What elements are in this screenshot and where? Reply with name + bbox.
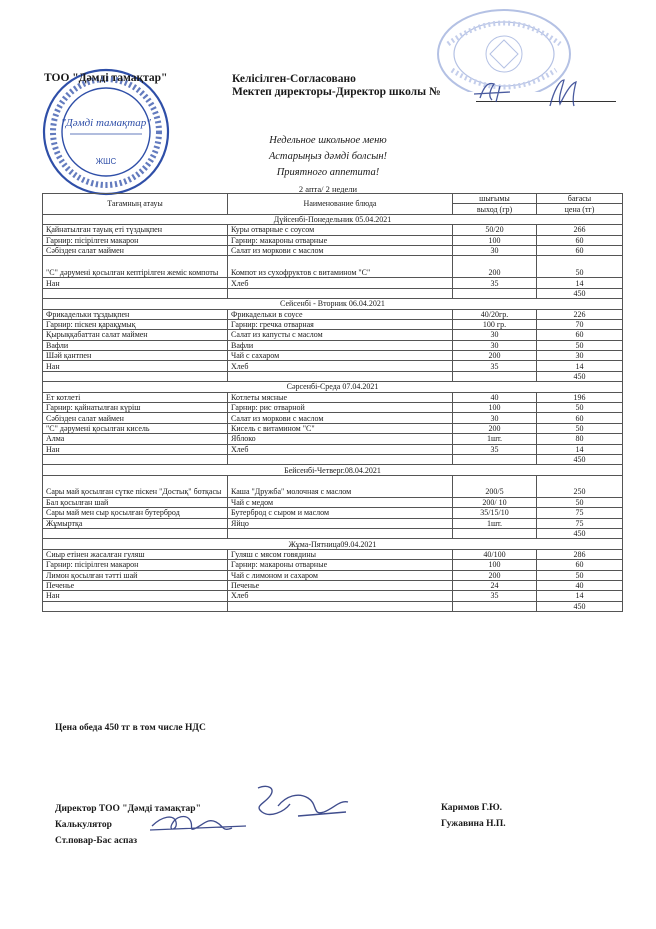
day-total: 450	[537, 288, 623, 298]
approval-line-2: Мектеп директоры-Директор школы №	[232, 86, 441, 98]
organization-name: ТОО "Дәмді тамақтар"	[44, 72, 168, 84]
total-empty-kz	[43, 454, 228, 464]
dish-price: 14	[537, 278, 623, 288]
day-header-row	[43, 465, 623, 475]
dish-yield: 200	[453, 423, 537, 433]
dish-name-kz: Сиыр етінен жасалған гуляш	[43, 549, 228, 559]
dish-yield: 30	[453, 340, 537, 350]
dish-price: 50	[537, 340, 623, 350]
dish-yield: 1шт.	[453, 518, 537, 528]
total-empty-kz	[43, 288, 228, 298]
dish-price: 40	[537, 580, 623, 590]
menu-row	[43, 340, 623, 350]
day-total-row	[43, 371, 623, 381]
total-empty-ru	[228, 454, 453, 464]
dish-yield: 35	[453, 444, 537, 454]
dish-yield: 35	[453, 591, 537, 601]
intro-title: Недельное школьное меню	[269, 135, 387, 146]
menu-row	[43, 330, 623, 340]
dish-name-ru: Салат из капусты с маслом	[228, 330, 453, 340]
total-empty-kz	[43, 528, 228, 538]
day-total: 450	[537, 528, 623, 538]
calculator-name: Гужавина Н.П.	[441, 819, 506, 829]
dish-name-ru: Салат из моркови с маслом	[228, 413, 453, 423]
calculator-signature	[146, 808, 256, 836]
menu-row	[43, 560, 623, 570]
dish-yield: 30	[453, 245, 537, 255]
column-name-kz: Тағамның атауы	[43, 194, 228, 215]
dish-yield: 35/15/10	[453, 508, 537, 518]
column-price-kz: бағасы	[537, 194, 623, 204]
dish-yield: 40/20гр.	[453, 309, 537, 319]
dish-price: 60	[537, 245, 623, 255]
day-title: Сәрсенбі-Среда 07.04.2021	[43, 382, 623, 392]
menu-row	[43, 475, 623, 497]
dish-price: 60	[537, 235, 623, 245]
dish-price: 250	[537, 475, 623, 497]
menu-row	[43, 235, 623, 245]
dish-name-ru: Хлеб	[228, 591, 453, 601]
dish-name-kz: Қайнатылған тауық еті түздықпен	[43, 225, 228, 235]
dish-name-kz: Гарнир: қайнатылған күріш	[43, 403, 228, 413]
dish-name-kz: Нан	[43, 278, 228, 288]
dish-price: 75	[537, 518, 623, 528]
dish-yield: 35	[453, 278, 537, 288]
dish-name-kz: Алма	[43, 434, 228, 444]
stamp-suffix: ЖШС	[95, 157, 117, 166]
dish-price: 50	[537, 403, 623, 413]
dish-yield: 100	[453, 403, 537, 413]
dish-name-ru: Бутерброд с сыром и маслом	[228, 508, 453, 518]
dish-yield: 30	[453, 413, 537, 423]
total-empty-yield	[453, 288, 537, 298]
dish-price: 286	[537, 549, 623, 559]
dish-name-ru: Котлеты мясные	[228, 392, 453, 402]
price-note: Цена обеда 450 тг в том числе НДС	[55, 723, 206, 733]
dish-price: 50	[537, 570, 623, 580]
dish-name-ru: Кисель с витамином "С"	[228, 423, 453, 433]
menu-row	[43, 392, 623, 402]
dish-yield: 100	[453, 560, 537, 570]
dish-price: 50	[537, 423, 623, 433]
dish-price: 14	[537, 361, 623, 371]
menu-row	[43, 361, 623, 371]
day-total: 450	[537, 601, 623, 611]
dish-price: 60	[537, 560, 623, 570]
dish-price: 50	[537, 497, 623, 507]
dish-yield: 200	[453, 570, 537, 580]
dish-name-kz: Печенье	[43, 580, 228, 590]
day-title: Бейсенбі-Четверг.08.04.2021	[43, 465, 623, 475]
dish-yield: 100	[453, 235, 537, 245]
menu-row	[43, 245, 623, 255]
intro-wish-ru: Приятного аппетита!	[276, 167, 380, 178]
menu-row	[43, 444, 623, 454]
menu-row	[43, 518, 623, 528]
total-empty-yield	[453, 454, 537, 464]
total-empty-yield	[453, 528, 537, 538]
dish-name-ru: Чай с сахаром	[228, 351, 453, 361]
menu-row	[43, 434, 623, 444]
menu-row	[43, 403, 623, 413]
dish-yield: 30	[453, 330, 537, 340]
day-total-row	[43, 601, 623, 611]
day-total-row	[43, 454, 623, 464]
dish-yield: 1шт.	[453, 434, 537, 444]
dish-price: 50	[537, 256, 623, 278]
dish-name-kz: "С" дәруменi қосылған кисель	[43, 423, 228, 433]
dish-name-kz: Бал қосылған шай	[43, 497, 228, 507]
menu-row	[43, 591, 623, 601]
dish-name-ru: Хлеб	[228, 444, 453, 454]
dish-name-ru: Гарнир: гречка отварная	[228, 319, 453, 329]
total-empty-ru	[228, 528, 453, 538]
dish-yield: 200	[453, 256, 537, 278]
total-empty-kz	[43, 371, 228, 381]
day-total: 450	[537, 371, 623, 381]
dish-name-ru: Гуляш с мясом говядины	[228, 549, 453, 559]
menu-row	[43, 256, 623, 278]
dish-name-kz: Нан	[43, 361, 228, 371]
dish-yield: 200/5	[453, 475, 537, 497]
dish-name-ru: Печенье	[228, 580, 453, 590]
dish-price: 226	[537, 309, 623, 319]
dish-name-ru: Гарнир: рис отварной	[228, 403, 453, 413]
menu-row	[43, 497, 623, 507]
menu-row	[43, 508, 623, 518]
dish-name-kz: Жұмыртқа	[43, 518, 228, 528]
day-title: Жұма-Пятница09.04.2021	[43, 539, 623, 549]
dish-name-ru: Фрикадельки в соусе	[228, 309, 453, 319]
menu-row	[43, 549, 623, 559]
dish-name-ru: Каша "Дружба" молочная с маслом	[228, 475, 453, 497]
menu-row	[43, 413, 623, 423]
company-round-stamp	[40, 66, 172, 198]
cook-label: Ст.повар-Бас аспаз	[55, 836, 138, 846]
dish-name-ru: Гарнир: макароны отварные	[228, 560, 453, 570]
dish-name-ru: Хлеб	[228, 278, 453, 288]
dish-yield: 100 гр.	[453, 319, 537, 329]
dish-yield: 200	[453, 351, 537, 361]
dish-name-ru: Яйцо	[228, 518, 453, 528]
dish-price: 14	[537, 591, 623, 601]
dish-name-ru: Хлеб	[228, 361, 453, 371]
calculator-label: Калькулятор	[55, 820, 112, 830]
dish-price: 75	[537, 508, 623, 518]
day-header-row	[43, 299, 623, 309]
dish-name-kz: Қырыққабаттан салат маймен	[43, 330, 228, 340]
column-yield-ru: выход (гр)	[453, 204, 537, 214]
week-label: 2 апта/ 2 недели	[298, 184, 358, 194]
approval-signature	[466, 76, 596, 110]
dish-name-ru: Салат из моркови с маслом	[228, 245, 453, 255]
dish-yield: 200/ 10	[453, 497, 537, 507]
dish-name-kz: Гарнир: пісірілген макарон	[43, 235, 228, 245]
director-name: Каримов Г.Ю.	[441, 803, 503, 813]
day-total-row	[43, 288, 623, 298]
total-empty-ru	[228, 601, 453, 611]
dish-name-kz: Вафли	[43, 340, 228, 350]
dish-price: 80	[537, 434, 623, 444]
day-header-row	[43, 214, 623, 224]
intro-wish-kz: Астарыңыз дәмді болсын!	[268, 151, 388, 162]
dish-price: 30	[537, 351, 623, 361]
total-empty-kz	[43, 601, 228, 611]
stamp-company-text: "Дәмді тамақтар"	[61, 117, 151, 129]
dish-name-ru: Куры отварные с соусом	[228, 225, 453, 235]
dish-name-kz: Лимон қосылған тәтті шай	[43, 570, 228, 580]
dish-yield: 24	[453, 580, 537, 590]
total-empty-ru	[228, 288, 453, 298]
dish-price: 60	[537, 330, 623, 340]
menu-row	[43, 319, 623, 329]
total-empty-ru	[228, 371, 453, 381]
dish-name-kz: Нан	[43, 444, 228, 454]
day-header-row	[43, 382, 623, 392]
total-empty-yield	[453, 371, 537, 381]
menu-row	[43, 309, 623, 319]
dish-yield: 40	[453, 392, 537, 402]
dish-name-ru: Яблоко	[228, 434, 453, 444]
total-empty-yield	[453, 601, 537, 611]
header-row-top	[43, 194, 623, 204]
dish-name-kz: Сары май мен сыр қосылған бутерброд	[43, 508, 228, 518]
dish-name-kz: Сәбізден салат маймен	[43, 413, 228, 423]
dish-name-kz: Гарнир: піскен қарақұмық	[43, 319, 228, 329]
column-price-ru: цена (тг)	[537, 204, 623, 214]
director-label: Директор ТОО "Дәмді тамақтар"	[55, 804, 201, 814]
approval-line-1: Келісілген-Согласовано	[232, 73, 356, 85]
dish-name-ru: Чай с лимоном и сахаром	[228, 570, 453, 580]
menu-row	[43, 225, 623, 235]
dish-name-kz: Гарнир: пісірілген макарон	[43, 560, 228, 570]
dish-yield: 40/100	[453, 549, 537, 559]
day-total-row	[43, 528, 623, 538]
dish-price: 196	[537, 392, 623, 402]
menu-row	[43, 423, 623, 433]
dish-name-kz: Ет котлеті	[43, 392, 228, 402]
dish-price: 266	[537, 225, 623, 235]
dish-name-ru: Чай с медом	[228, 497, 453, 507]
column-yield-kz: шығымы	[453, 194, 537, 204]
day-title: Сейсенбі - Вторник 06.04.2021	[43, 299, 623, 309]
menu-table	[42, 193, 623, 612]
dish-yield: 50/20	[453, 225, 537, 235]
dish-name-kz: "С" дәруменi қосылған кептірілген жеміс компоты	[43, 256, 228, 278]
dish-price: 60	[537, 413, 623, 423]
dish-name-ru: Компот из сухофруктов с витамином "С"	[228, 256, 453, 278]
menu-row	[43, 580, 623, 590]
menu-row	[43, 278, 623, 288]
dish-name-kz: Фрикадельки тұздықпен	[43, 309, 228, 319]
day-header-row	[43, 539, 623, 549]
dish-name-ru: Вафли	[228, 340, 453, 350]
dish-price: 70	[537, 319, 623, 329]
day-title: Дүйсенбі-Понедельник 05.04.2021	[43, 214, 623, 224]
menu-row	[43, 570, 623, 580]
dish-price: 14	[537, 444, 623, 454]
column-name-ru: Наименование блюда	[228, 194, 453, 215]
dish-name-ru: Гарнир: макароны отварные	[228, 235, 453, 245]
dish-name-kz: Нан	[43, 591, 228, 601]
dish-yield: 35	[453, 361, 537, 371]
menu-row	[43, 351, 623, 361]
dish-name-kz: Шәй қантпен	[43, 351, 228, 361]
dish-name-kz: Сары май қосылған сүтке піскен "Достық" ботқасы	[43, 475, 228, 497]
day-total: 450	[537, 454, 623, 464]
dish-name-kz: Сәбізден салат маймен	[43, 245, 228, 255]
